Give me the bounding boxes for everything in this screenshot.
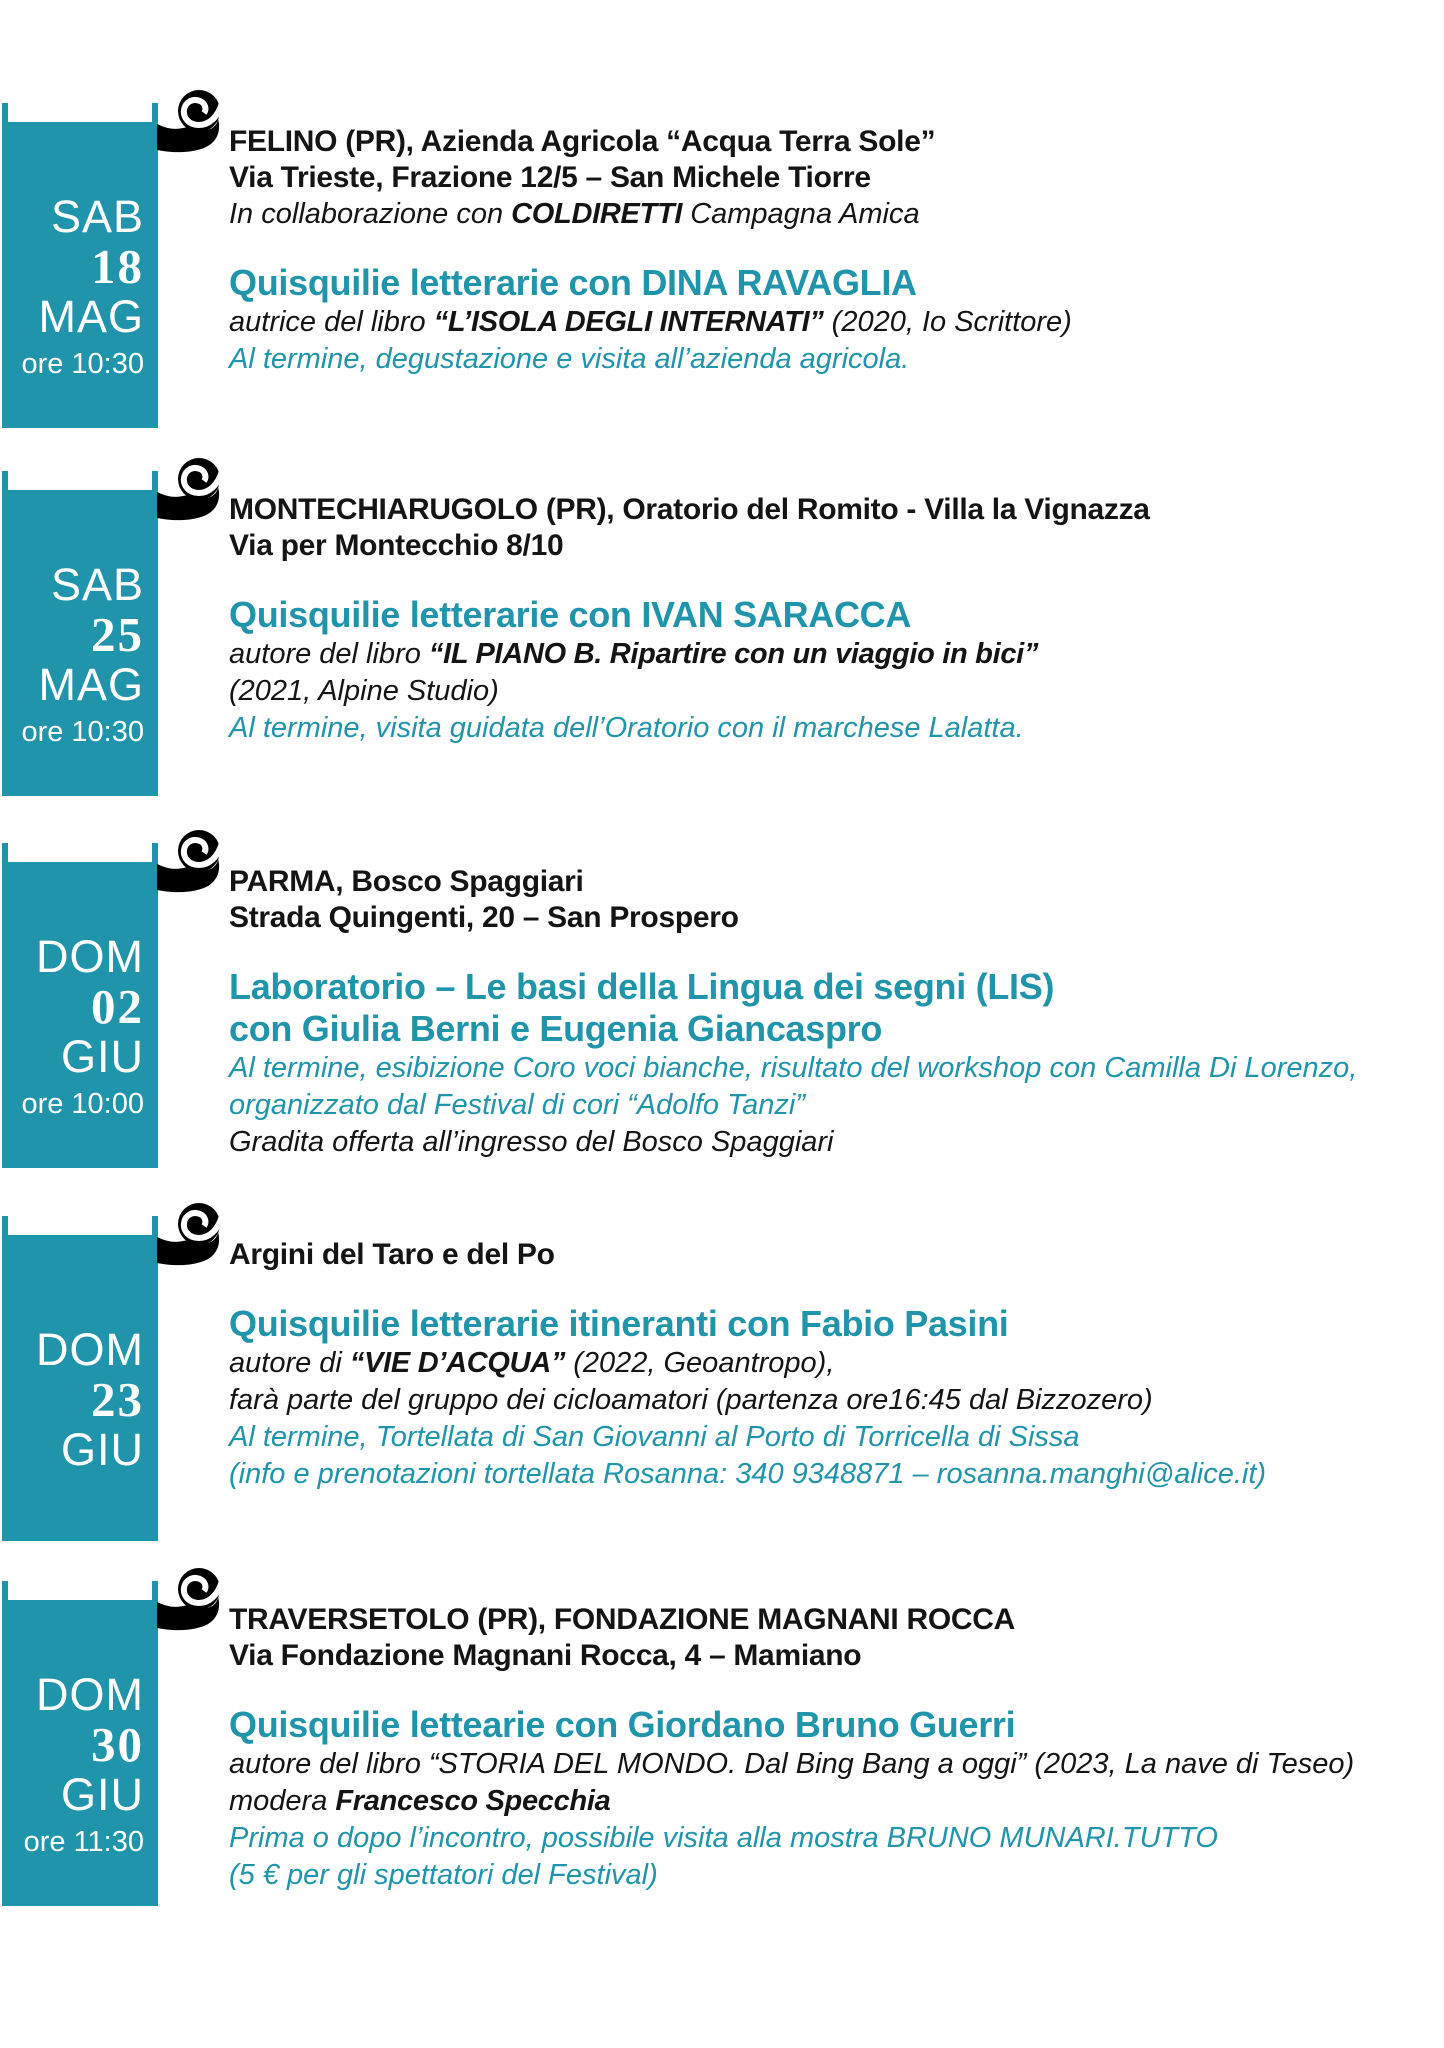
text-segment: Al termine, visita guidata dell’Oratorio con il marchese Lalatta.: [229, 712, 1024, 744]
date-month-label: GIU: [60, 1031, 144, 1082]
date-number: 02: [91, 979, 144, 1034]
text-segment: Al termine, Tortellata di San Giovanni al Porto di Torricella di Sissa: [229, 1421, 1080, 1453]
date-box: [2, 490, 158, 796]
text-segment: “VIE D’ACQUA”: [349, 1347, 566, 1379]
detail-line: [229, 1050, 1429, 1087]
text-segment: autore del libro “STORIA DEL MONDO. Dal Bing Bang a oggi” (2023, La nave di Teseo): [229, 1748, 1355, 1780]
date-number: 30: [91, 1717, 144, 1772]
date-time-label: ore 11:30: [23, 1826, 144, 1858]
event-card: [0, 862, 1444, 1168]
date-month-label: MAG: [38, 291, 144, 342]
date-box: [2, 1235, 158, 1541]
detail-line: [229, 1382, 1429, 1419]
location-line: Strada Quingenti, 20 – San Prospero: [229, 901, 739, 934]
location-line: MONTECHIARUGOLO (PR), Oratorio del Romito - Villa la Vignazza: [229, 493, 1150, 526]
event-title: Quisquilie lettearie con Giordano Bruno Guerri: [229, 1704, 1016, 1745]
location-line: FELINO (PR), Azienda Agricola “Acqua Terra Sole”: [229, 125, 936, 158]
text-segment: farà parte del gruppo dei cicloamatori (partenza ore16:45 dal Bizzozero): [229, 1384, 1153, 1416]
text-segment: (info e prenotazioni tortellata Rosanna: 340 9348871 – rosanna.manghi@alice.it): [229, 1458, 1267, 1490]
date-number: 25: [91, 607, 144, 662]
detail-line: [229, 1124, 1429, 1161]
date-month-label: MAG: [38, 659, 144, 710]
detail-line: [229, 1783, 1429, 1820]
detail-line: [229, 1857, 1429, 1894]
text-segment: (2020, Io Scrittore): [823, 306, 1072, 338]
swirl-comma-icon: [156, 829, 222, 895]
detail-line: [229, 304, 1429, 341]
swirl-comma-icon: [156, 1567, 222, 1633]
event-card: [0, 490, 1444, 796]
detail-line: [229, 1456, 1429, 1493]
detail-line: [229, 1746, 1429, 1783]
event-text-column: [229, 864, 1429, 1161]
text-segment: modera: [229, 1785, 336, 1817]
text-segment: (2021, Alpine Studio): [229, 675, 499, 707]
text-segment: Campagna Amica: [682, 198, 920, 230]
event-text-column: [229, 1237, 1429, 1493]
date-number: 18: [91, 239, 144, 294]
location-line: Via Fondazione Magnani Rocca, 4 – Mamiano: [229, 1639, 862, 1672]
location-line: PARMA, Bosco Spaggiari: [229, 865, 584, 898]
date-day-label: SAB: [50, 191, 144, 242]
detail-line: [229, 1419, 1429, 1456]
detail-line: [229, 1087, 1429, 1124]
event-text-column: [229, 124, 1429, 378]
text-segment: (5 € per gli spettatori del Festival): [229, 1859, 658, 1891]
location-line: Via Trieste, Frazione 12/5 – San Michele Tiorre: [229, 161, 871, 194]
event-title: Quisquilie letterarie itineranti con Fabio Pasini: [229, 1303, 1009, 1344]
text-segment: COLDIRETTI: [511, 198, 683, 230]
detail-line: [229, 341, 1429, 378]
date-month-label: GIU: [60, 1424, 144, 1475]
event-text-column: [229, 492, 1429, 747]
event-card: [0, 122, 1444, 428]
date-box: [2, 122, 158, 428]
date-box: [2, 1600, 158, 1906]
date-number: 23: [91, 1372, 144, 1427]
text-segment: Prima o dopo l’incontro, possibile visita alla mostra BRUNO MUNARI.TUTTO: [229, 1822, 1218, 1854]
date-day-label: SAB: [50, 559, 144, 610]
event-title: Laboratorio – Le basi della Lingua dei segni (LIS): [229, 966, 1055, 1007]
event-title: Quisquilie letterarie con DINA RAVAGLIA: [229, 262, 917, 303]
event-card: [0, 1235, 1444, 1541]
text-segment: (2022, Geoantropo),: [565, 1347, 835, 1379]
text-segment: autore del libro: [229, 638, 429, 670]
swirl-comma-icon: [156, 1202, 222, 1268]
detail-line: [229, 1820, 1429, 1857]
event-title: con Giulia Berni e Eugenia Giancaspro: [229, 1008, 883, 1049]
date-day-label: DOM: [36, 1324, 144, 1375]
date-time-label: ore 10:30: [21, 348, 144, 380]
date-day-label: DOM: [36, 931, 144, 982]
location-line: Via per Montecchio 8/10: [229, 529, 564, 562]
text-segment: In collaborazione con: [229, 198, 512, 230]
text-segment: “L’ISOLA DEGLI INTERNATI”: [433, 306, 824, 338]
collaboration-line: [229, 196, 1429, 232]
date-time-label: ore 10:00: [21, 1088, 144, 1120]
text-segment: Al termine, esibizione Coro voci bianche, risultato del workshop con Camilla Di Lorenzo,: [229, 1052, 1358, 1084]
detail-line: [229, 710, 1429, 747]
detail-line: [229, 673, 1429, 710]
location-line: Argini del Taro e del Po: [229, 1238, 555, 1271]
text-segment: Gradita offerta all’ingresso del Bosco Spaggiari: [229, 1126, 834, 1158]
text-segment: autrice del libro: [229, 306, 434, 338]
event-text-column: [229, 1602, 1429, 1894]
detail-line: [229, 1345, 1429, 1382]
text-segment: autore di: [229, 1347, 350, 1379]
swirl-comma-icon: [156, 457, 222, 523]
text-segment: Francesco Specchia: [335, 1785, 611, 1817]
location-line: TRAVERSETOLO (PR), FONDAZIONE MAGNANI ROCCA: [229, 1603, 1015, 1636]
event-title: Quisquilie letterarie con IVAN SARACCA: [229, 594, 912, 635]
detail-line: [229, 636, 1429, 673]
swirl-comma-icon: [156, 89, 222, 155]
date-box: [2, 862, 158, 1168]
text-segment: organizzato dal Festival di cori “Adolfo Tanzi”: [229, 1089, 805, 1121]
date-month-label: GIU: [60, 1769, 144, 1820]
event-card: [0, 1600, 1444, 1906]
text-segment: “IL PIANO B. Ripartire con un viaggio in bici”: [428, 638, 1039, 670]
text-segment: Al termine, degustazione e visita all’azienda agricola.: [229, 343, 910, 375]
date-day-label: DOM: [36, 1669, 144, 1720]
date-time-label: ore 10:30: [21, 716, 144, 748]
